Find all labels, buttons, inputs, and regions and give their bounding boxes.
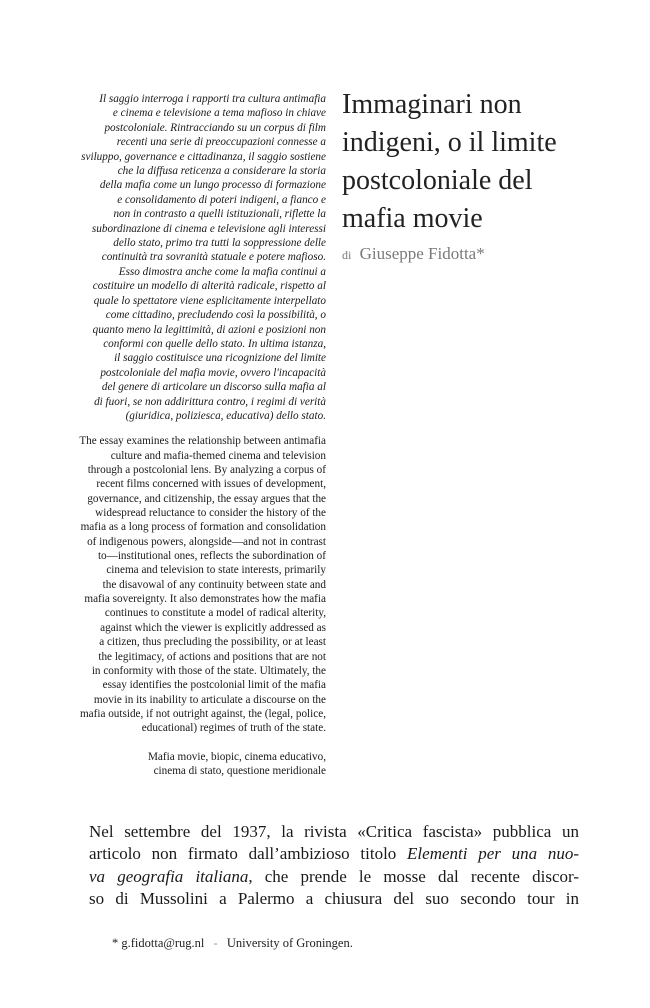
abstract-it-line: continuità tra sovranità statuale e potere mafioso. bbox=[101, 251, 326, 264]
abstract-en-line: educational) regimes of truth of the state. bbox=[141, 722, 326, 735]
abstract-it-line: Esso dimostra anche come la mafia continui a bbox=[118, 265, 326, 278]
abstract-en-line: The essay examines the relationship between antimafia bbox=[79, 435, 326, 448]
body-italic-title: va geografia italiana bbox=[89, 866, 249, 886]
byline bbox=[342, 244, 632, 264]
keywords bbox=[34, 750, 326, 778]
abstract-it-line: del genere di articolare un discorso sulla mafia al bbox=[101, 381, 326, 394]
abstract-en-line: of indigenous powers, alongside—and not in contrast bbox=[87, 535, 326, 548]
abstract-en-line: cinema and television to state interests, primarily bbox=[106, 564, 326, 577]
body-text-run: , che prende le mosse dal recente discor- bbox=[248, 866, 580, 886]
abstract-it-line: postcoloniale. Rintracciando su un corpus di film bbox=[104, 121, 326, 134]
abstract-it-line: quale lo spettatore viene esplicitamente interpellato bbox=[93, 294, 326, 307]
footnote-email[interactable]: * g.fidotta@rug.nl bbox=[112, 936, 205, 950]
abstract-it-line: e cinema e televisione a tema mafioso in chiave bbox=[112, 107, 326, 120]
keywords-line: cinema di stato, questione meridionale bbox=[153, 764, 326, 777]
abstract-en-line: mafia as a long process of formation and consolidation bbox=[80, 521, 326, 534]
abstract-en-line: recent films concerned with issues of development, bbox=[96, 478, 326, 491]
abstract-it-line: e consolidamento di poteri indigeni, a fianco e bbox=[117, 193, 326, 206]
body-text-run: Nel settembre del 1937, la rivista «Critica fascista» pubblica un bbox=[89, 822, 579, 841]
title-line: postcoloniale del bbox=[342, 165, 533, 196]
abstract-english bbox=[34, 434, 326, 735]
abstract-it-line: subordinazione di cinema e televisione agli interessi bbox=[91, 222, 326, 235]
abstract-it-line: Il saggio interroga i rapporti tra cultura antimafia bbox=[99, 93, 326, 105]
body-line bbox=[89, 888, 579, 910]
body-line bbox=[89, 821, 579, 843]
abstract-italian bbox=[34, 92, 326, 423]
footnote-affiliation: University of Groningen. bbox=[226, 936, 353, 950]
abstract-en-line: mafia sovereignty. It also demonstrates how the mafia bbox=[84, 593, 326, 606]
abstract-en-line: a citizen, thus precluding the possibility, or at least bbox=[99, 636, 326, 649]
abstract-en-line: mafia outside, if not outright against, the (legal, police, bbox=[79, 707, 326, 720]
title-block bbox=[342, 86, 632, 264]
body-text-run: articolo non firmato dall’ambizioso titolo bbox=[89, 844, 408, 864]
abstract-it-line: come cittadino, precludendo così la possibilità, o bbox=[105, 309, 326, 322]
abstract-it-line: recenti una serie di preoccupazioni connesse a bbox=[116, 136, 326, 149]
abstract-it-line: quanto meno la legittimità, di azioni e posizioni non bbox=[92, 323, 326, 336]
author-name: Giuseppe Fidotta* bbox=[359, 244, 485, 263]
author-footnote bbox=[112, 936, 353, 951]
keywords-line: Mafia movie, biopic, cinema educativo, bbox=[147, 750, 326, 763]
body-line bbox=[89, 866, 579, 888]
abstract-it-line: postcoloniale del mafia movie, ovvero l'incapacità bbox=[100, 366, 326, 379]
abstract-it-line: della mafia come un lungo processo di formazione bbox=[99, 179, 326, 192]
abstract-en-line: the disavowal of any continuity between state and bbox=[102, 578, 326, 591]
abstract-en-line: culture and mafia-themed cinema and television bbox=[110, 449, 326, 462]
title-line: indigeni, o il limite bbox=[342, 127, 557, 158]
abstract-it-line: che la diffusa reticenza a considerare la storia bbox=[117, 165, 326, 178]
abstract-en-line: against which the viewer is explicitly addressed as bbox=[100, 621, 326, 634]
abstract-en-line: governance, and citizenship, the essay argues that the bbox=[87, 492, 326, 505]
title-line: Immaginari non bbox=[342, 89, 522, 120]
footnote-separator: - bbox=[213, 936, 218, 950]
abstract-it-line: dello stato, primo tra tutti la soppressione delle bbox=[113, 237, 326, 250]
body-text-run: so di Mussolini a Palermo a chiusura del suo secondo tour in bbox=[89, 888, 579, 908]
abstract-it-line: sviluppo, governance e cittadinanza, il saggio sostiene bbox=[81, 150, 326, 163]
abstract-it-line: il saggio costituisce una ricognizione del limite bbox=[114, 352, 326, 365]
abstract-en-line: to—institutional ones, reflects the subordination of bbox=[97, 550, 326, 563]
article-title bbox=[342, 86, 632, 238]
body-paragraph bbox=[89, 821, 579, 910]
body-line bbox=[89, 843, 579, 865]
body-italic-title: Elementi per una nuo- bbox=[407, 844, 579, 864]
abstracts-column bbox=[34, 92, 326, 778]
abstract-it-line: non in contrasto a quelli istituzionali, riflette la bbox=[113, 208, 326, 221]
abstract-en-line: essay identifies the postcolonial limit of the mafia bbox=[102, 679, 326, 692]
abstract-en-line: continues to constitute a model of radical alterity, bbox=[104, 607, 326, 620]
abstract-it-line: costituire un modello di alterità radicale, rispetto al bbox=[92, 280, 326, 293]
abstract-it-line: (giuridica, poliziesca, educativa) dello stato. bbox=[125, 409, 326, 422]
byline-prefix: di bbox=[342, 248, 352, 262]
abstract-en-line: the legitimacy, of actions and positions that are not bbox=[98, 650, 326, 663]
title-line: mafia movie bbox=[342, 203, 483, 234]
abstract-en-line: in conformity with those of the state. Ultimately, the bbox=[91, 664, 326, 677]
abstract-en-line: widespread reluctance to consider the history of the bbox=[95, 507, 326, 520]
abstract-en-line: through a postcolonial lens. By analyzing a corpus of bbox=[87, 464, 326, 477]
abstract-it-line: di fuori, se non addirittura contro, i regimi di verità bbox=[94, 395, 326, 408]
abstract-en-line: movie in its inability to articulate a discourse on the bbox=[93, 693, 326, 706]
abstract-it-line: conformi con quelle dello stato. In ultima istanza, bbox=[103, 337, 326, 350]
